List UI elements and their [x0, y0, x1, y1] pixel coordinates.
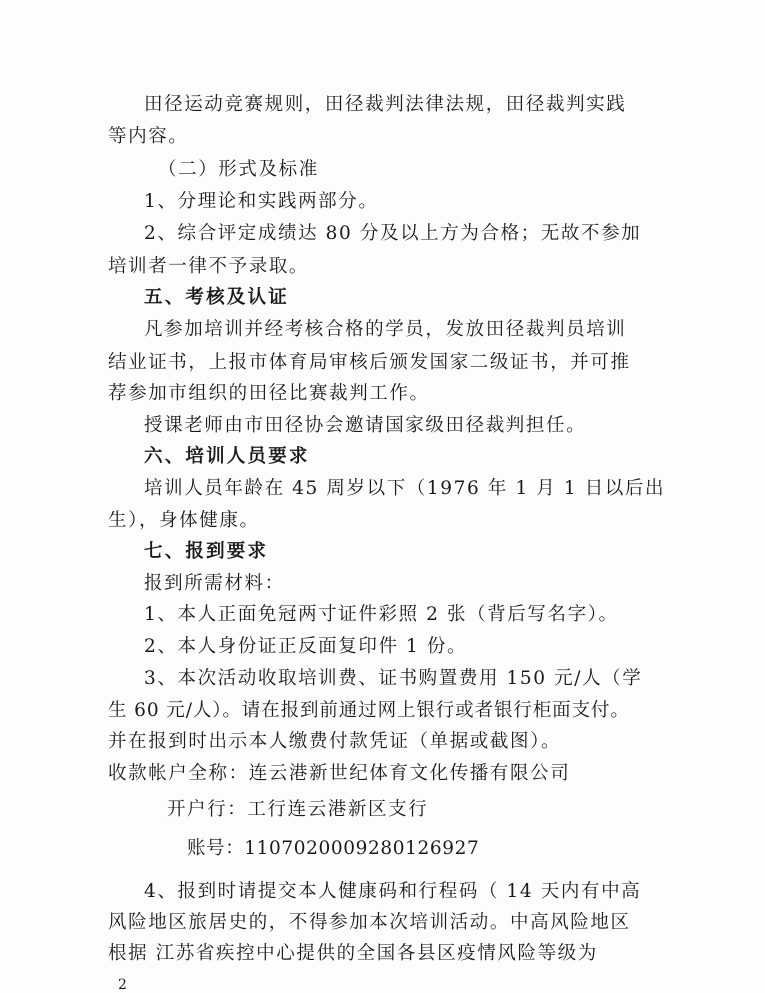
body-line: 3、本次活动收取培训费、证书购置费用 150 元/人（学 [144, 668, 643, 689]
body-line: 培训者一律不予录取。 [108, 256, 310, 277]
section-heading: 六、培训人员要求 [144, 446, 310, 467]
body-line: 根据 江苏省疾控中心提供的全国各县区疫情风险等级为 [108, 943, 598, 964]
body-line: 并在报到时出示本人缴费付款凭证（单据或截图）。 [108, 731, 562, 752]
body-line: 2、综合评定成绩达 80 分及以上方为合格；无故不参加 [144, 223, 642, 244]
body-line: 凡参加培训并经考核合格的学员，发放田径裁判员培训 [144, 319, 627, 340]
page-number: 2 [118, 977, 127, 993]
body-line: 培训人员年龄在 45 周岁以下（1976 年 1 月 1 日以后出 [144, 478, 666, 499]
subsection-heading: （二）形式及标准 [158, 159, 319, 180]
body-line: 1、本人正面免冠两寸证件彩照 2 张（背后写名字）。 [144, 604, 619, 625]
account-number-line: 账号：110702000928012692​7 [187, 838, 480, 859]
body-line: 风险地区旅居史的，不得参加本次培训活动。中高风险地区 [108, 912, 631, 933]
body-line: 等内容。 [108, 126, 189, 147]
body-line: 授课老师由市田径协会邀请国家级田径裁判担任。 [144, 415, 587, 436]
body-line: 1、分理论和实践两部分。 [144, 191, 379, 212]
body-line: 收款帐户全称：连云港新世纪体育文化传播有限公司 [108, 763, 571, 784]
body-line: 2、本人身份证正反面复印件 1 份。 [144, 636, 468, 657]
body-line: 报到所需材料： [144, 573, 285, 594]
body-line: 4、报到时请提交本人健康码和行程码（ 14 天内有中高 [144, 881, 642, 902]
bank-name-line: 开户行：工行连云港新区支行 [167, 799, 429, 820]
body-line: 荐参加市组织的田径比赛裁判工作。 [108, 383, 430, 404]
section-heading: 七、报到要求 [144, 541, 269, 562]
body-line: 田径运动竞赛规则，田径裁判法律法规，田径裁判实践 [144, 94, 627, 115]
body-line: 生 60 元/人）。请在报到前通过网上银行或者银行柜面支付。 [108, 700, 630, 721]
body-line: 生），身体健康。 [108, 510, 260, 531]
section-heading: 五、考核及认证 [144, 287, 289, 308]
body-line: 结业证书，上报市体育局审核后颁发国家二级证书，并可推 [108, 352, 631, 373]
